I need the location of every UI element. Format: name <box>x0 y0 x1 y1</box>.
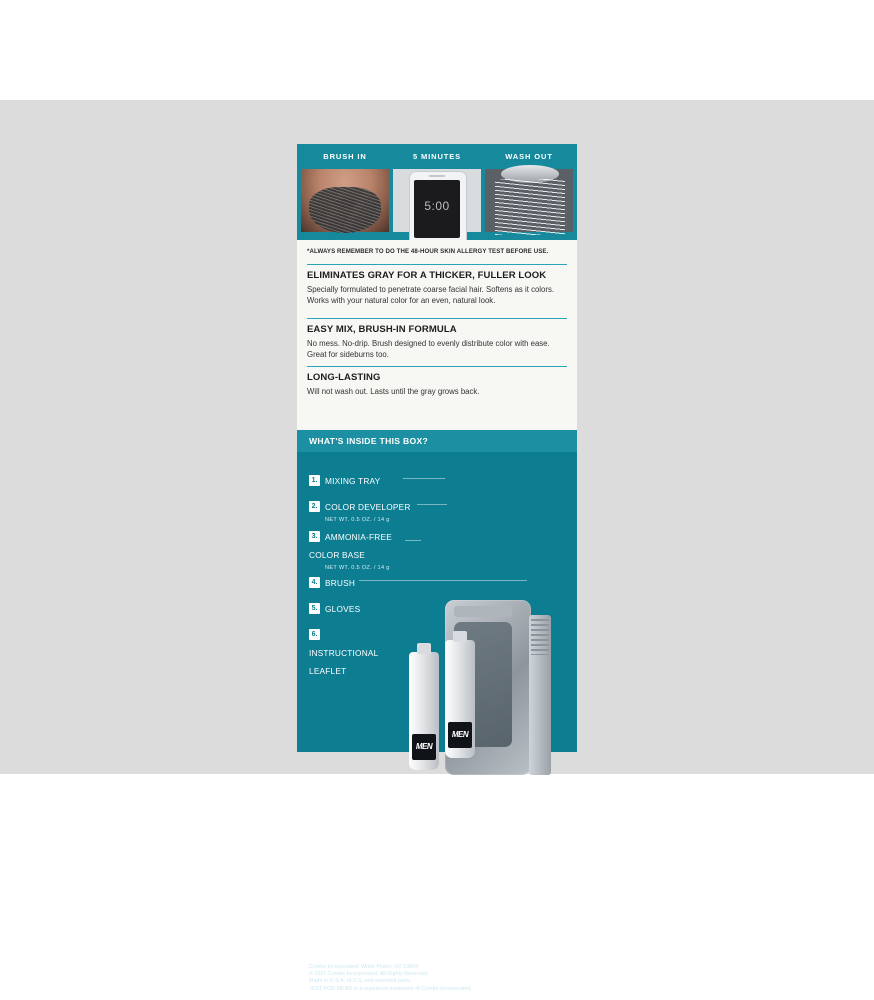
benefit-2-body: No mess. No-drip. Brush designed to evenly distribute color with ease. Great for sideburns too. <box>307 339 550 359</box>
benefit-1 <box>307 270 567 306</box>
benefit-2 <box>307 324 567 360</box>
content-6-number: 6. <box>309 629 320 640</box>
legal-line-3: Made in U.S.A. of U.S. and imported parts. <box>309 978 412 985</box>
benefit-1-title: ELIMINATES GRAY FOR A THICKER, FULLER LOOK <box>307 270 547 281</box>
benefit-2-title: EASY MIX, BRUSH-IN FORMULA <box>307 324 457 335</box>
content-item-4 <box>309 574 355 592</box>
divider-2 <box>307 318 567 319</box>
step-2-label: 5 MINUTES <box>412 152 462 161</box>
timer-value: 5:00 <box>424 199 450 213</box>
step-wash-out <box>485 144 573 240</box>
tube-brand-label-a: MEN <box>412 734 436 760</box>
content-3-number: 3. <box>309 531 320 542</box>
benefit-3-body: Will not wash out. Lasts until the gray grows back. <box>307 387 480 396</box>
content-item-2 <box>309 498 411 523</box>
usage-steps-strip <box>297 144 577 240</box>
benefits-section <box>297 240 577 430</box>
step-brush-in <box>301 144 389 240</box>
divider-3 <box>307 366 567 367</box>
benefit-3-title: LONG-LASTING <box>307 372 381 383</box>
product-box-back-panel <box>297 144 577 999</box>
tube-color-developer-illustration <box>445 640 475 758</box>
step-5-minutes <box>393 144 481 240</box>
content-3-label: AMMONIA-FREE COLOR BASE <box>309 531 392 560</box>
content-1-label: MIXING TRAY <box>325 475 381 486</box>
benefit-3 <box>307 372 567 397</box>
content-item-5 <box>309 600 360 618</box>
step-3-label: WASH OUT <box>505 152 553 161</box>
content-item-6 <box>309 626 389 680</box>
whats-inside-title: WHAT'S INSIDE THIS BOX? <box>309 436 429 446</box>
content-5-label: GLOVES <box>325 603 361 614</box>
leader-line-4 <box>359 580 527 581</box>
content-4-number: 4. <box>309 577 320 588</box>
legal-line-1: Combe Incorporated, White Plains, NY 10604 <box>309 964 419 970</box>
legal-line-5: U.S. Patent Pending. <box>309 992 362 999</box>
shower-head-icon <box>485 169 573 232</box>
brush-illustration <box>529 615 551 775</box>
box-contents-section <box>297 452 577 999</box>
content-5-number: 5. <box>309 603 320 614</box>
content-item-1 <box>309 472 380 490</box>
phone-timer-icon <box>393 169 481 232</box>
legal-line-2: © 2021 Combe Incorporated. All Rights Reserved. <box>309 971 429 978</box>
tube-color-base-illustration <box>409 652 439 770</box>
content-2-number: 2. <box>309 501 320 512</box>
leader-line-2 <box>417 504 447 505</box>
legal-line-4: JUST FOR MEN® is a registered trademark of Combe Incorporated. <box>309 985 473 992</box>
leader-line-1 <box>403 478 445 479</box>
whats-inside-header <box>297 430 577 452</box>
benefit-1-body: Specially formulated to penetrate coarse facial hair. Softens as it colors. Works with your natural color for an even, natural look. <box>307 285 555 305</box>
tube-brand-label-b: MEN <box>448 722 472 748</box>
content-2-weight: NET WT. 0.5 OZ. / 14 g <box>325 517 390 523</box>
divider-1 <box>307 264 567 265</box>
step-1-label: BRUSH IN <box>323 152 367 161</box>
legal-text <box>309 964 559 1000</box>
beard-photo <box>301 169 389 232</box>
leader-line-3 <box>405 540 421 541</box>
allergy-warning: *ALWAYS REMEMBER TO DO THE 48-HOUR SKIN ALLERGY TEST BEFORE USE. <box>307 248 549 255</box>
content-6-label: INSTRUCTIONAL LEAFLET <box>309 647 379 676</box>
content-2-label: COLOR DEVELOPER <box>325 501 411 512</box>
content-3-weight: NET WT. 0.5 OZ. / 14 g <box>325 565 390 571</box>
content-item-3 <box>309 528 399 571</box>
content-1-number: 1. <box>309 475 320 486</box>
content-4-label: BRUSH <box>325 577 356 588</box>
